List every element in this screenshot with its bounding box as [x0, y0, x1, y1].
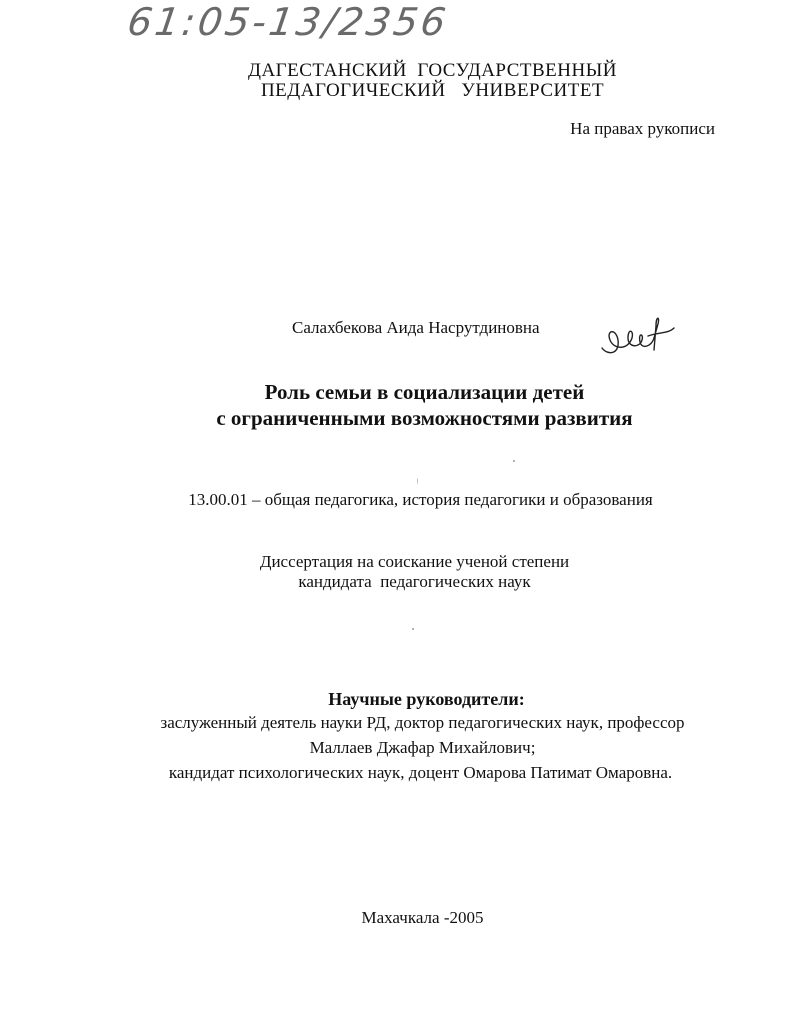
supervisors-heading: Научные руководители:	[328, 689, 525, 709]
university-name-line-1: ДАГЕСТАНСКИЙ ГОСУДАРСТВЕННЫЙ	[247, 60, 618, 81]
supervisor-line-2: Маллаев Джафар Михайлович;	[309, 738, 536, 757]
scan-speck	[412, 628, 414, 630]
scan-speck	[417, 478, 418, 484]
supervisor-line-1: заслуженный деятель науки РД, доктор педагогических наук, профессор	[160, 713, 685, 732]
signature-icon	[598, 310, 678, 360]
supervisor-line-3: кандидат психологических наук, доцент Омарова Патимат Омаровна.	[168, 763, 673, 782]
degree-line-1: Диссертация на соискание ученой степени	[259, 552, 570, 571]
dissertation-title-line-2: с ограниченными возможностями развития	[216, 406, 633, 430]
rights-note: На правах рукописи	[570, 119, 715, 138]
specialty-code: 13.00.01 – общая педагогика, история педагогики и образования	[188, 490, 653, 509]
university-name-line-2: ПЕДАГОГИЧЕСКИЙ УНИВЕРСИТЕТ	[260, 80, 605, 101]
archive-stamp: 61:05-13/2356	[124, 0, 452, 44]
dissertation-title-line-1: Роль семьи в социализации детей	[264, 380, 585, 404]
author-name: Салахбекова Аида Насрутдиновна	[292, 318, 540, 337]
city-year: Махачкала -2005	[361, 908, 484, 927]
scan-speck	[513, 460, 515, 462]
degree-line-2: кандидата педагогических наук	[298, 572, 531, 591]
